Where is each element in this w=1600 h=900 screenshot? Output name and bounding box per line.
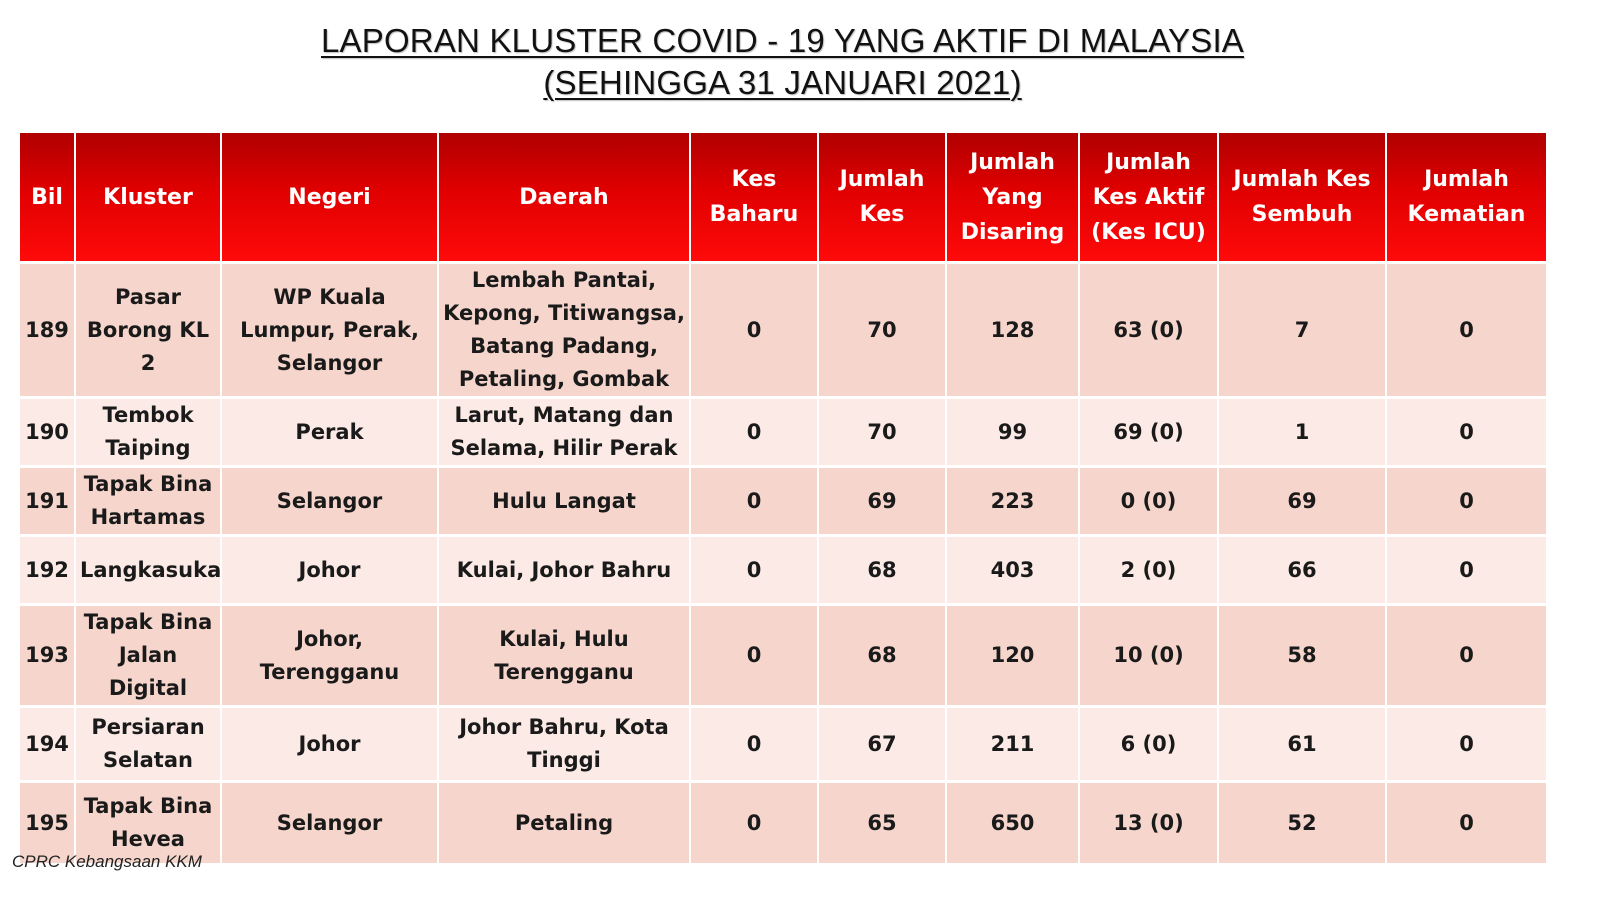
cell-jumlah-disaring: 120 — [947, 606, 1078, 705]
cell-jumlah-disaring: 223 — [947, 468, 1078, 534]
table-row — [20, 264, 1546, 396]
header-jumlah-disaring: Jumlah Yang Disaring — [947, 133, 1078, 261]
cell-jumlah-disaring: 650 — [947, 783, 1078, 863]
cell-jumlah-disaring: 403 — [947, 537, 1078, 603]
cell-jumlah-aktif: 0 (0) — [1080, 468, 1217, 534]
cell-kluster: Tapak Bina Hartamas — [76, 468, 220, 534]
cell-jumlah-kes: 67 — [819, 708, 945, 780]
cell-jumlah-sembuh: 58 — [1219, 606, 1385, 705]
cell-jumlah-aktif: 10 (0) — [1080, 606, 1217, 705]
cell-bil: 193 — [20, 606, 74, 705]
header-jumlah-kes: Jumlah Kes — [819, 133, 945, 261]
cluster-table — [18, 130, 1548, 866]
cell-daerah: Johor Bahru, Kota Tinggi — [439, 708, 689, 780]
table-row — [20, 783, 1546, 863]
cell-kes-baharu: 0 — [691, 537, 817, 603]
cell-kluster: Langkasuka — [76, 537, 220, 603]
cell-bil: 190 — [20, 399, 74, 465]
cell-kes-baharu: 0 — [691, 399, 817, 465]
table-row — [20, 537, 1546, 603]
header-jumlah-kematian: Jumlah Kematian — [1387, 133, 1546, 261]
cell-bil: 191 — [20, 468, 74, 534]
header-kluster: Kluster — [76, 133, 220, 261]
cell-jumlah-kematian: 0 — [1387, 399, 1546, 465]
cell-kes-baharu: 0 — [691, 708, 817, 780]
cell-daerah: Lembah Pantai, Kepong, Titiwangsa, Batang Padang, Petaling, Gombak — [439, 264, 689, 396]
report-title — [0, 20, 1565, 104]
cell-jumlah-aktif: 63 (0) — [1080, 264, 1217, 396]
cell-jumlah-kematian: 0 — [1387, 537, 1546, 603]
cell-daerah: Hulu Langat — [439, 468, 689, 534]
title-line-2: (SEHINGGA 31 JANUARI 2021) — [543, 64, 1022, 101]
cell-jumlah-kes: 68 — [819, 537, 945, 603]
header-bil: Bil — [20, 133, 74, 261]
cell-negeri: Johor, Terengganu — [222, 606, 437, 705]
cell-kluster: Tembok Taiping — [76, 399, 220, 465]
cell-kluster: Persiaran Selatan — [76, 708, 220, 780]
table-row — [20, 708, 1546, 780]
cell-negeri: Selangor — [222, 468, 437, 534]
cell-jumlah-sembuh: 1 — [1219, 399, 1385, 465]
cell-jumlah-kematian: 0 — [1387, 708, 1546, 780]
cell-bil: 194 — [20, 708, 74, 780]
cell-jumlah-kes: 65 — [819, 783, 945, 863]
table-row — [20, 606, 1546, 705]
header-jumlah-sembuh: Jumlah Kes Sembuh — [1219, 133, 1385, 261]
cell-bil: 189 — [20, 264, 74, 396]
cell-jumlah-aktif: 6 (0) — [1080, 708, 1217, 780]
cell-jumlah-sembuh: 61 — [1219, 708, 1385, 780]
header-jumlah-aktif: Jumlah Kes Aktif (Kes ICU) — [1080, 133, 1217, 261]
cell-jumlah-kes: 70 — [819, 264, 945, 396]
cell-jumlah-disaring: 99 — [947, 399, 1078, 465]
cell-jumlah-kematian: 0 — [1387, 468, 1546, 534]
cell-negeri: Selangor — [222, 783, 437, 863]
cell-jumlah-kes: 69 — [819, 468, 945, 534]
cell-jumlah-sembuh: 69 — [1219, 468, 1385, 534]
cell-jumlah-sembuh: 66 — [1219, 537, 1385, 603]
cell-kes-baharu: 0 — [691, 783, 817, 863]
title-line-1: LAPORAN KLUSTER COVID - 19 YANG AKTIF DI MALAYSIA — [320, 22, 1245, 59]
cell-jumlah-aktif: 13 (0) — [1080, 783, 1217, 863]
cell-bil: 195 — [20, 783, 74, 863]
source-note: CPRC Kebangsaan KKM — [12, 852, 202, 871]
header-negeri: Negeri — [222, 133, 437, 261]
header-daerah: Daerah — [439, 133, 689, 261]
cell-jumlah-kematian: 0 — [1387, 783, 1546, 863]
cell-daerah: Petaling — [439, 783, 689, 863]
cell-daerah: Kulai, Hulu Terengganu — [439, 606, 689, 705]
cell-kes-baharu: 0 — [691, 606, 817, 705]
cell-jumlah-kematian: 0 — [1387, 606, 1546, 705]
cell-negeri: Johor — [222, 537, 437, 603]
cell-kluster: Tapak Bina Jalan Digital — [76, 606, 220, 705]
cell-jumlah-kes: 68 — [819, 606, 945, 705]
cell-kes-baharu: 0 — [691, 264, 817, 396]
cell-jumlah-kes: 70 — [819, 399, 945, 465]
header-kes-baharu: Kes Baharu — [691, 133, 817, 261]
cell-kluster: Pasar Borong KL 2 — [76, 264, 220, 396]
cell-bil: 192 — [20, 537, 74, 603]
table-header-row — [20, 133, 1546, 261]
cell-negeri: Perak — [222, 399, 437, 465]
cell-jumlah-sembuh: 7 — [1219, 264, 1385, 396]
cell-jumlah-disaring: 211 — [947, 708, 1078, 780]
cell-daerah: Larut, Matang dan Selama, Hilir Perak — [439, 399, 689, 465]
cell-daerah: Kulai, Johor Bahru — [439, 537, 689, 603]
table-row — [20, 399, 1546, 465]
cell-jumlah-sembuh: 52 — [1219, 783, 1385, 863]
cell-jumlah-aktif: 2 (0) — [1080, 537, 1217, 603]
table-row — [20, 468, 1546, 534]
cell-jumlah-disaring: 128 — [947, 264, 1078, 396]
cell-kes-baharu: 0 — [691, 468, 817, 534]
cell-negeri: Johor — [222, 708, 437, 780]
cell-jumlah-kematian: 0 — [1387, 264, 1546, 396]
cell-negeri: WP Kuala Lumpur, Perak, Selangor — [222, 264, 437, 396]
cell-kluster: Tapak Bina Hevea — [76, 783, 220, 863]
cell-jumlah-aktif: 69 (0) — [1080, 399, 1217, 465]
